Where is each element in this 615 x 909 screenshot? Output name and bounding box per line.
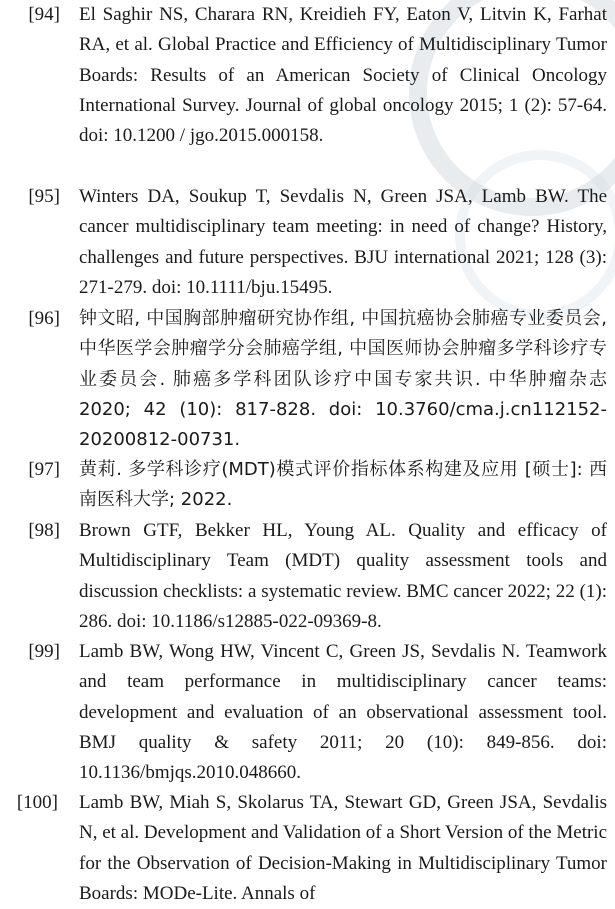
reference-number: [100] [16,792,58,813]
reference-text: 黄莉. 多学科诊疗(MDT)模式评价指标体系构建及应用 [硕士]: 西南医科大学; 2022. [79,459,607,511]
reference-text: Lamb BW, Miah S, Skolarus TA, Stewart GD, Green JSA, Sevdalis N, et al. Development and Validation of a Short Version of the Metric for the Observation of Decision-Making in Multidisciplinary Tumor Boards: MODe-Lite. Annals of [79,792,608,904]
reference-text: Brown GTF, Bekker HL, Young AL. Quality and efficacy of Multidisciplinary Team (MDT) quality assessment tools and discussion checklists: a systematic review. BMC cancer 2022; 22 (1): 286. doi: 10.1186/s12885-022-09369-8. [79,520,607,632]
reference-number: [95] [28,186,60,207]
reference-number: [96] [28,308,60,329]
reference-number: [94] [28,4,60,25]
reference-text: Lamb BW, Wong HW, Vincent C, Green JS, Sevdalis N. Teamwork and team performance in multidisciplinary cancer teams: development and evaluation of an observational assessment tool. BMJ quality & safety 2011; 20 (10): 849-856. doi: 10.1136/bmjqs.2010.048660. [79,641,607,784]
reference-number: [98] [28,520,60,541]
reference-number: [99] [28,641,60,662]
reference-text: El Saghir NS, Charara RN, Kreidieh FY, Eaton V, Litvin K, Farhat RA, et al. Global Practice and Efficiency of Multidisciplinary Tumor Boards: Results of an American Society of Clinical Oncology International Survey. Journal of global oncology 2015; 1 (2): 57-64. doi: 10.1200 / jgo.2015.000158. [79,4,607,147]
reference-number: [97] [28,459,60,480]
reference-text: Winters DA, Soukup T, Sevdalis N, Green JSA, Lamb BW. The cancer multidisciplinary team meeting: in need of change? History, challenges and future perspectives. BJU international 2021; 128 (3): 271-279. doi: 10.1111/bju.15495. [79,186,607,298]
reference-text: 钟文昭, 中国胸部肿瘤研究协作组, 中国抗癌协会肺癌专业委员会, 中华医学会肿瘤学分会肺癌学组, 中国医师协会肿瘤多学科诊疗专业委员会. 肺癌多学科团队诊疗中国专家共识. 中华肿瘤杂志 2020; 42 (10): 817-828. doi: 10.3760/cma.j.cn112152-20200812-00731. [79,308,607,451]
